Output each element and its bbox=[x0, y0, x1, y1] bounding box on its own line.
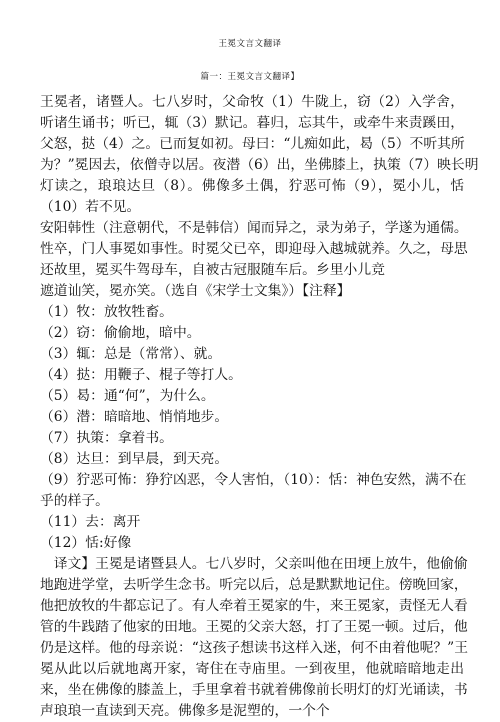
text-line: 还故里，冕买牛驾母车，自被古冠服随车后。乡里小儿竞 bbox=[40, 262, 385, 278]
text-line: 地跑进学堂，去听学生念书。听完以后，总是默默地记住。傍晚回家， bbox=[40, 577, 468, 593]
text-line: （2）窃：偷偷地，暗中。 bbox=[40, 325, 201, 341]
text-line: （8）达旦：到早晨，到天亮。 bbox=[40, 451, 229, 467]
document-body bbox=[40, 92, 479, 722]
text-line: 遮道讪笑，冕亦笑。（选自《宋学士文集》）【注释】 bbox=[40, 283, 351, 299]
text-line: （12）恬:好像 bbox=[40, 535, 132, 551]
text-line: （10）若不见。 bbox=[40, 199, 141, 215]
text-line: 性卒，门人事冕如事性。时冕父已卒，即迎母入越城就养。久之，母思 bbox=[40, 241, 468, 257]
text-line: （5）曷：通“何”，为什么。 bbox=[40, 388, 215, 404]
text-line: （3）辄：总是（常常）、就。 bbox=[40, 346, 222, 362]
text-line: （11）去：离开 bbox=[40, 514, 141, 530]
text-line: 父怒，挞（4）之。已而复如初。母曰：“儿痴如此，曷（5）不听其所 bbox=[40, 136, 465, 152]
text-line: 安阳韩性（注意朝代，不是韩信）闻而异之，录为弟子，学遂为通儒。 bbox=[40, 220, 468, 236]
text-line: 仍是这样。他的母亲说：“这孩子想读书这样入迷，何不由着他呢？”王 bbox=[40, 640, 469, 656]
text-line: 为？”冕因去，依僧寺以居。夜潜（6）出，坐佛膝上，执策（7）映长明 bbox=[40, 157, 479, 173]
text-line: 听诸生诵书；听已，辄（3）默记。暮归，忘其牛，或牵牛来责蹊田， bbox=[40, 115, 464, 131]
text-line: 冕从此以后就地离开家，寄住在寺庙里。一到夜里，他就暗暗地走出 bbox=[40, 661, 464, 677]
text-line: 来，坐在佛像的膝盖上，手里拿着书就着佛像前长明灯的灯光诵读，书 bbox=[40, 682, 468, 698]
text-line: （4）挞：用鞭子、棍子等打人。 bbox=[40, 367, 242, 383]
document-subtitle: 篇一：王冕文言文翻译】 bbox=[200, 72, 300, 82]
text-line: 王冕者，诸暨人。七八岁时，父命牧（1）牛陇上，窃（2）入学舍， bbox=[40, 94, 464, 110]
text-line: 声琅琅一直读到天亮。佛像多是泥塑的，一个个 bbox=[40, 703, 330, 719]
text-line: 灯读之，琅琅达旦（8）。佛像多土偶，狞恶可怖（9），冕小儿，恬 bbox=[40, 178, 464, 194]
document-title: 王冕文言文翻译 bbox=[218, 39, 282, 49]
text-line: 译文】王冕是诸暨县人。七八岁时，父亲叫他在田埂上放牛，他偷偷 bbox=[40, 556, 468, 572]
text-line: （1）牧：放牧牲畜。 bbox=[40, 304, 173, 320]
text-line: 他把放牧的牛都忘记了。有人牵着王冕家的牛，来王冕家，责怪无人看 bbox=[40, 598, 468, 614]
text-line: （6）潜：暗暗地、悄悄地步。 bbox=[40, 409, 229, 425]
text-line: 管的牛践踏了他家的田地。王冕的父亲大怒，打了王冕一顿。过后，他 bbox=[40, 619, 468, 635]
text-line: （7）执策：拿着书。 bbox=[40, 430, 173, 446]
text-line: （9）狞恶可怖：狰狞凶恶，令人害怕，（10）：恬：神色安然，满不在 bbox=[40, 472, 467, 488]
text-line: 乎的样子。 bbox=[40, 493, 109, 509]
